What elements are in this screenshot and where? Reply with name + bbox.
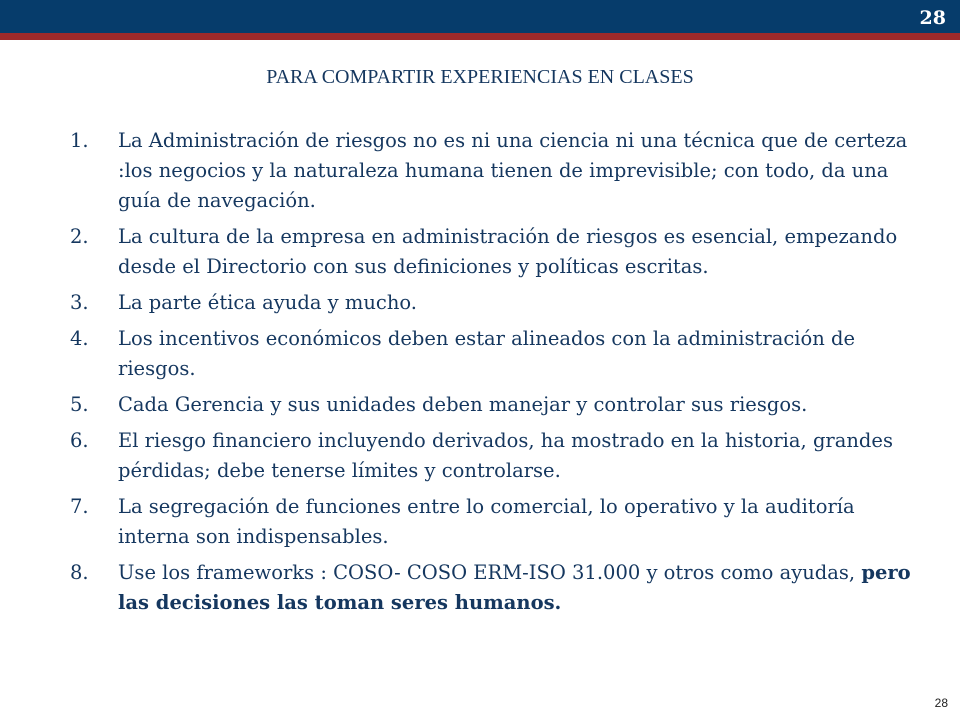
item-text-regular: Use los frameworks : COSO- COSO ERM-ISO 31.000 y otros como ayudas, [118, 561, 856, 584]
list-item-6 [70, 426, 930, 486]
bullet-list [70, 126, 930, 624]
slide-number-bottom: 28 [934, 696, 948, 710]
header-bar [0, 0, 960, 33]
item-text: La cultura de la empresa en administración de riesgos es esencial, empezando desde el Directorio con sus definiciones y políticas escritas. [118, 225, 898, 278]
item-text: La parte ética ayuda y mucho. [118, 291, 417, 314]
item-number: 1. [70, 129, 89, 152]
item-number: 8. [70, 561, 89, 584]
slide-number-top: 28 [919, 7, 946, 29]
item-number: 6. [70, 429, 89, 452]
list-item-4 [70, 324, 930, 384]
item-text: El riesgo financiero incluyendo derivados, ha mostrado en la historia, grandes pérdidas; debe tenerse límites y controlarse. [118, 429, 893, 482]
list-item-3 [70, 288, 930, 318]
list-item-1 [70, 126, 930, 216]
item-text: La segregación de funciones entre lo comercial, lo operativo y la auditoría interna son indispensables. [118, 495, 855, 548]
item-number: 3. [70, 291, 89, 314]
item-text: La Administración de riesgos no es ni una ciencia ni una técnica que de certeza :los negocios y la naturaleza humana tienen de imprevisible; con todo, da una guía de navegación. [118, 129, 908, 212]
item-number: 7. [70, 495, 89, 518]
item-text-bold: pero las decisiones las toman seres humanos. [118, 561, 911, 614]
list-item-8 [70, 558, 930, 618]
item-text: Cada Gerencia y sus unidades deben manejar y controlar sus riesgos. [118, 393, 808, 416]
item-number: 2. [70, 225, 89, 248]
item-text [118, 558, 930, 618]
list-item-5 [70, 390, 930, 420]
list-item-7 [70, 492, 930, 552]
item-number: 5. [70, 393, 89, 416]
item-text: Los incentivos económicos deben estar alineados con la administración de riesgos. [118, 327, 856, 380]
slide-title: PARA COMPARTIR EXPERIENCIAS EN CLASES [266, 66, 694, 88]
item-number: 4. [70, 327, 89, 350]
header-accent-line [0, 33, 960, 40]
list-item-2 [70, 222, 930, 282]
